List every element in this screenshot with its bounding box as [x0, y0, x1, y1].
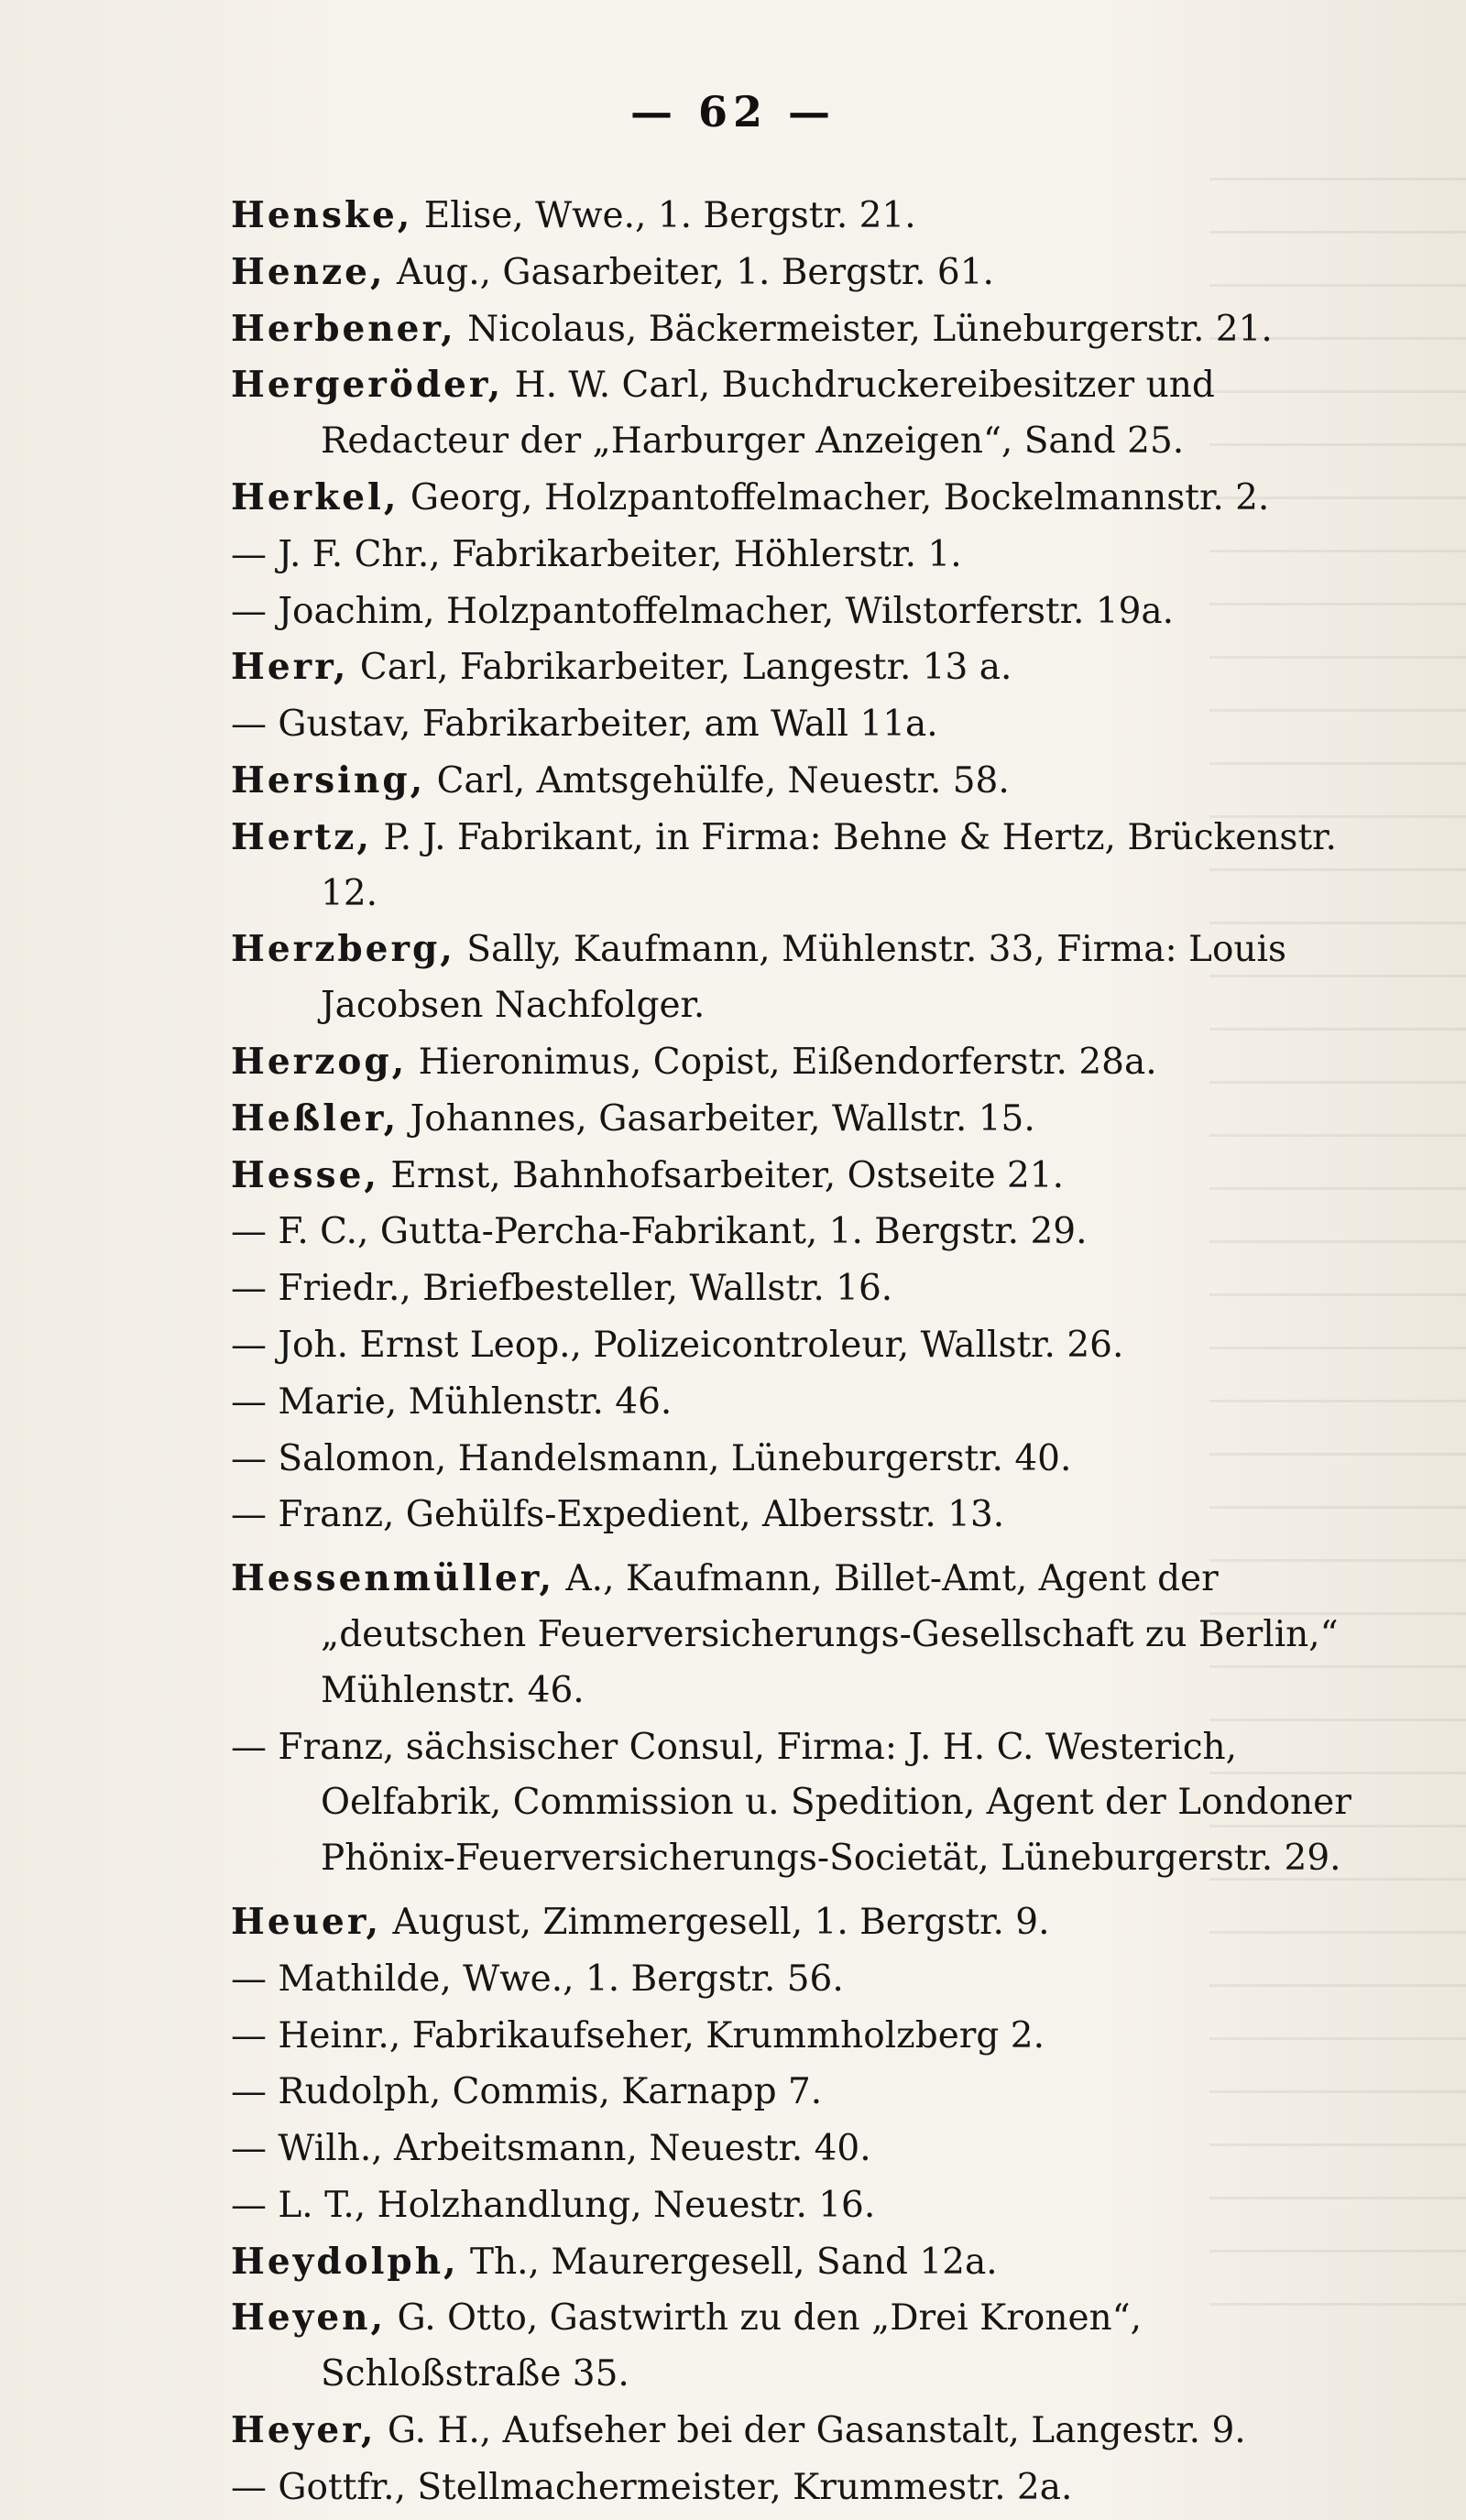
directory-entry [231, 1034, 1385, 1091]
directory-entry [231, 1091, 1385, 1148]
entry-surname: Herbener, [231, 307, 456, 350]
entry-details: G. Otto, Gastwirth zu den „Drei Kronen“, Schloßstraße 35. [321, 2297, 1143, 2395]
entry-details: — Franz, Gehülfs-Expedient, Albersstr. 13. [231, 1494, 1005, 1536]
entry-details: — Rudolph, Commis, Karnapp 7. [231, 2071, 823, 2113]
entry-surname: Hergeröder, [231, 364, 504, 407]
entry-details: — Salomon, Handelsmann, Lüneburgerstr. 40. [231, 1437, 1072, 1479]
directory-entry [231, 1148, 1385, 1205]
entry-details: A., Kaufmann, Billet-Amt, Agent der „deutschen Feuerversicherungs-Gesellschaft zu Berlin,“ Mühlenstr. 46. [321, 1558, 1339, 1711]
entry-details: — Mathilde, Wwe., 1. Bergstr. 56. [231, 1958, 844, 2000]
directory-entry [231, 245, 1385, 301]
directory-entry [231, 922, 1385, 1034]
entry-details: — F. C., Gutta-Percha-Fabrikant, 1. Bergstr. 29. [231, 1211, 1088, 1253]
directory-entry [231, 1551, 1385, 1718]
entry-details: Georg, Holzpantoffelmacher, Bockelmannstr. 2. [399, 476, 1270, 518]
directory-entry [231, 1317, 1385, 1374]
entry-surname: Heydolph, [231, 2240, 459, 2283]
entry-details: — Franz, sächsischer Consul, Firma: J. H. C. Westerich, Oelfabrik, Commission u. Spedition, Agent der Londoner Phönix-Feuerversicherungs-Societät, Lüneburgerstr. 29. [231, 1726, 1351, 1880]
directory-entry [231, 2008, 1385, 2065]
directory-entry [231, 1374, 1385, 1431]
entry-details: H. W. Carl, Buchdruckereibesitzer und Redacteur der „Harburger Anzeigen“, Sand 25. [321, 365, 1215, 463]
entry-details: — Joachim, Holzpantoffelmacher, Wilstorferstr. 19a. [231, 590, 1175, 632]
directory-entry [231, 2290, 1385, 2403]
directory-entry [231, 188, 1385, 245]
directory-entry [231, 1894, 1385, 1951]
directory-entry [231, 2460, 1385, 2516]
directory-entry [231, 1431, 1385, 1488]
entry-surname: Heuer, [231, 1900, 382, 1943]
directory-entry [231, 1951, 1385, 2008]
entry-surname: Henske, [231, 194, 413, 236]
directory-entry [231, 1719, 1385, 1887]
entry-details: Carl, Amtsgehülfe, Neuestr. 58. [425, 759, 1010, 802]
entry-surname: Hesse, [231, 1153, 379, 1196]
entry-surname: Hertz, [231, 815, 372, 858]
entry-details: Johannes, Gasarbeiter, Wallstr. 15. [399, 1097, 1035, 1140]
entry-details: — Wilh., Arbeitsmann, Neuestr. 40. [231, 2128, 871, 2170]
entry-surname: Heßler, [231, 1096, 399, 1140]
directory-entry [231, 1204, 1385, 1260]
entry-surname: Herzog, [231, 1040, 408, 1083]
directory-entry [231, 2064, 1385, 2121]
entry-details: — Gustav, Fabrikarbeiter, am Wall 11a. [231, 704, 938, 746]
entry-details: — J. F. Chr., Fabrikarbeiter, Höhlerstr. 1. [231, 533, 962, 575]
directory-entry [231, 1487, 1385, 1544]
entry-details: — Gottfr., Stellmachermeister, Krummestr. 2a. [231, 2466, 1073, 2508]
page-number: — 62 — [629, 87, 837, 136]
entry-surname: Herr, [231, 646, 349, 689]
directory-entry [231, 357, 1385, 470]
entry-details: — L. T., Holzhandlung, Neuestr. 16. [231, 2184, 876, 2226]
directory-entry [231, 2403, 1385, 2460]
entry-surname: Heyer, [231, 2409, 377, 2452]
entry-details: Elise, Wwe., 1. Bergstr. 21. [412, 195, 916, 236]
entry-details: Sally, Kaufmann, Mühlenstr. 33, Firma: Louis Jacobsen Nachfolger. [321, 929, 1287, 1027]
directory-entry [231, 301, 1385, 358]
entry-details: Hieronimus, Copist, Eißendorferstr. 28a. [407, 1041, 1157, 1083]
entry-details: Ernst, Bahnhofsarbeiter, Ostseite 21. [378, 1154, 1064, 1196]
entry-details: Carl, Fabrikarbeiter, Langestr. 13 a. [348, 647, 1012, 689]
entry-details: — Marie, Mühlenstr. 46. [231, 1380, 673, 1423]
directory-entry [231, 696, 1385, 753]
entry-surname: Herzberg, [231, 928, 455, 971]
entry-surname: Hessenmüller, [231, 1557, 555, 1600]
directory-entry [231, 753, 1385, 810]
entry-details: Nicolaus, Bäckermeister, Lüneburgerstr. 21. [455, 308, 1273, 350]
directory-entry [231, 2177, 1385, 2234]
entry-surname: Herkel, [231, 475, 399, 518]
entry-details: — Friedr., Briefbesteller, Wallstr. 16. [231, 1268, 893, 1310]
entry-details: Aug., Gasarbeiter, 1. Bergstr. 61. [385, 251, 994, 293]
entry-details: — Heinr., Fabrikaufseher, Krummholzberg 2. [231, 2014, 1045, 2056]
directory-entry [231, 639, 1385, 696]
directory-entry [231, 2121, 1385, 2177]
directory-entries [231, 188, 1385, 2516]
entry-details: Th., Maurergesell, Sand 12a. [458, 2241, 998, 2283]
entry-details: — Joh. Ernst Leop., Polizeicontroleur, Wallstr. 26. [231, 1324, 1124, 1366]
directory-entry [231, 584, 1385, 640]
directory-entry [231, 1260, 1385, 1317]
directory-entry [231, 470, 1385, 527]
entry-surname: Henze, [231, 250, 386, 293]
entry-surname: Hersing, [231, 758, 426, 802]
entry-details: P. J. Fabrikant, in Firma: Behne & Hertz, Brückenstr. 12. [321, 816, 1337, 914]
directory-entry [231, 527, 1385, 584]
directory-entry [231, 810, 1385, 922]
directory-entry [231, 2234, 1385, 2291]
entry-details: August, Zimmergesell, 1. Bergstr. 9. [381, 1901, 1050, 1943]
entry-surname: Heyen, [231, 2296, 387, 2340]
entry-details: G. H., Aufseher bei der Gasanstalt, Langestr. 9. [376, 2410, 1246, 2452]
